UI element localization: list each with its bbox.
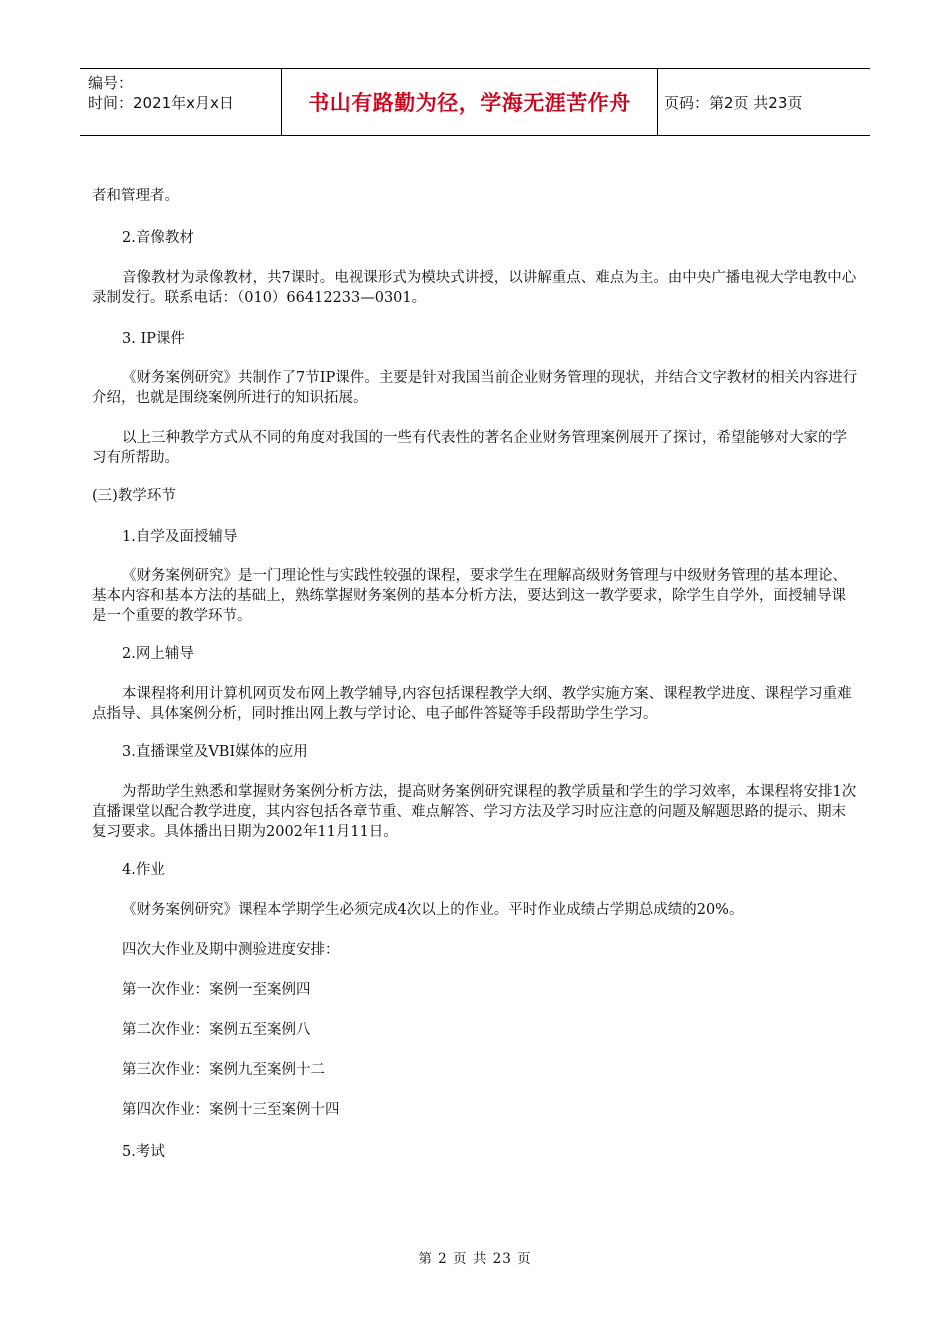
page-footer: 第 2 页 共 23 页	[418, 1251, 532, 1267]
paragraph: 音像教材为录像教材，共7课时。电视课形式为模块式讲授，以讲解重点、难点为主。由中央广播电视大学电教中心录制发行。联系电话：（010）66412233—0301。	[92, 270, 857, 306]
section-heading: 3.直播课堂及VBI媒体的应用	[122, 744, 308, 760]
paragraph: 四次大作业及期中测验进度安排：	[122, 942, 340, 958]
header-motto: 书山有路勤为径，学海无涯苦作舟	[282, 69, 658, 135]
list-item: 第四次作业：案例十三至案例十四	[122, 1102, 340, 1118]
paragraph: 者和管理者。	[92, 188, 179, 204]
document-number: 编号：	[88, 74, 134, 92]
paragraph: 以上三种教学方式从不同的角度对我国的一些有代表性的著名企业财务管理案例展开了探讨，希望能够对大家的学习有所帮助。	[92, 430, 847, 466]
paragraph: 《财务案例研究》共制作了7节IP课件。主要是针对我国当前企业财务管理的现状，并结合文字教材的相关内容进行介绍，也就是围绕案例所进行的知识拓展。	[92, 370, 858, 406]
section-heading: 1.自学及面授辅导	[122, 529, 238, 545]
section-heading: 5.考试	[122, 1144, 165, 1160]
section-heading: (三)教学环节	[92, 488, 176, 504]
paragraph: 为帮助学生熟悉和掌握财务案例分析方法，提高财务案例研究课程的教学质量和学生的学习效率，本课程将安排1次直播课堂以配合教学进度，其内容包括各章节重、难点解答、学习方法及学习时应注意的问题及解题思路的提示、期末复习要求。具体播出日期为2002年11月11日。	[92, 784, 857, 840]
section-heading: 2.网上辅导	[122, 646, 194, 662]
list-item: 第一次作业：案例一至案例四	[122, 982, 311, 998]
paragraph: 《财务案例研究》课程本学期学生必须完成4次以上的作业。平时作业成绩占学期总成绩的20%。	[122, 902, 744, 918]
document-date: 时间：2021年x月x日	[88, 94, 234, 112]
section-heading: 3. IP课件	[122, 331, 185, 347]
page-header	[80, 68, 870, 136]
list-item: 第三次作业：案例九至案例十二	[122, 1062, 325, 1078]
header-page-number: 页码：第2页 共23页	[664, 93, 803, 112]
section-heading: 2.音像教材	[122, 230, 194, 246]
section-heading: 4.作业	[122, 862, 165, 878]
header-meta	[80, 69, 282, 135]
list-item: 第二次作业：案例五至案例八	[122, 1022, 311, 1038]
paragraph: 《财务案例研究》是一门理论性与实践性较强的课程，要求学生在理解高级财务管理与中级财务管理的基本理论、基本内容和基本方法的基础上，熟练掌握财务案例的基本分析方法，要达到这一教学要求，除学生自学外，面授辅导课是一个重要的教学环节。	[92, 568, 847, 624]
paragraph: 本课程将利用计算机网页发布网上教学辅导,内容包括课程教学大纲、教学实施方案、课程教学进度、课程学习重难点指导、具体案例分析，同时推出网上教与学讨论、电子邮件答疑等手段帮助学生学习。	[92, 686, 852, 722]
